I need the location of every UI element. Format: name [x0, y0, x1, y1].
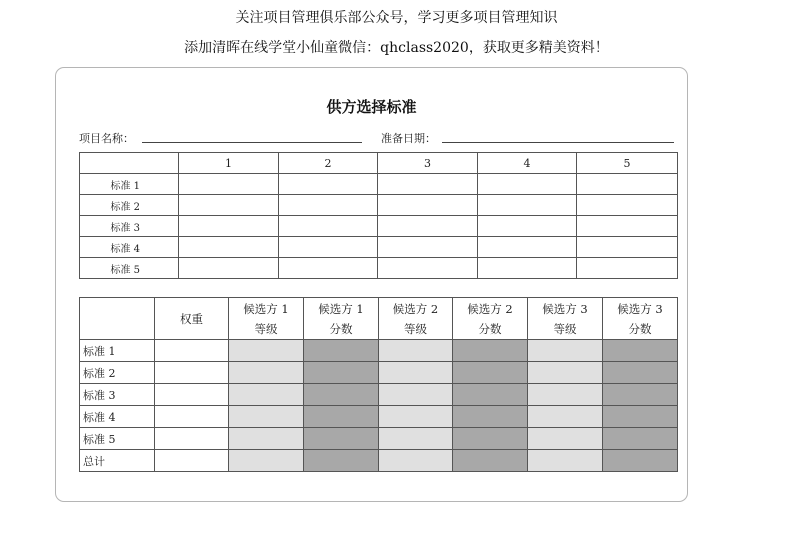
criteria-table: [79, 152, 678, 279]
score-cell[interactable]: [603, 362, 678, 384]
column-header-5: 5: [577, 153, 678, 174]
table-cell[interactable]: [478, 237, 577, 258]
column-header-line: 分数: [478, 321, 502, 336]
table-cell[interactable]: [179, 216, 279, 237]
weight-cell[interactable]: [155, 428, 229, 450]
prep-date-label: 准备日期：: [381, 132, 436, 145]
column-header-line: 候选方 3: [542, 301, 588, 316]
grade-cell[interactable]: [528, 406, 603, 428]
column-header-candidate-2-grade: [379, 298, 453, 340]
score-cell[interactable]: [603, 428, 678, 450]
score-cell[interactable]: [603, 340, 678, 362]
score-cell[interactable]: [304, 340, 379, 362]
table-cell[interactable]: [478, 258, 577, 279]
row-label: 总计: [80, 450, 155, 472]
table-cell[interactable]: [279, 195, 378, 216]
table-cell[interactable]: [378, 195, 478, 216]
column-header-candidate-3-score: [603, 298, 678, 340]
table-cell[interactable]: [179, 195, 279, 216]
grade-cell[interactable]: [229, 384, 304, 406]
prep-date-field[interactable]: [442, 142, 674, 143]
row-label: 标准 5: [80, 258, 179, 279]
row-label: 标准 1: [80, 174, 179, 195]
grade-cell[interactable]: [379, 450, 453, 472]
grade-cell[interactable]: [379, 384, 453, 406]
row-label: 标准 2: [80, 362, 155, 384]
grade-cell[interactable]: [528, 428, 603, 450]
weight-cell[interactable]: [155, 450, 229, 472]
table-row: [80, 362, 678, 384]
score-cell[interactable]: [453, 340, 528, 362]
table-cell[interactable]: [378, 258, 478, 279]
header-line-2: 添加清晖在线学堂小仙童微信：qhclass2020，获取更多精美资料！: [184, 40, 609, 56]
table-cell[interactable]: [279, 174, 378, 195]
table-row: [80, 216, 678, 237]
scoring-table: [79, 297, 678, 472]
column-header-line: 分数: [628, 321, 652, 336]
column-header-1: 1: [179, 153, 279, 174]
column-header-line: 等级: [553, 321, 577, 336]
grade-cell[interactable]: [528, 362, 603, 384]
table-cell[interactable]: [179, 258, 279, 279]
table-cell[interactable]: [279, 216, 378, 237]
table-cell[interactable]: [577, 195, 678, 216]
project-name-field[interactable]: [142, 142, 362, 143]
grade-cell[interactable]: [229, 406, 304, 428]
weight-cell[interactable]: [155, 384, 229, 406]
score-cell[interactable]: [453, 406, 528, 428]
score-cell[interactable]: [603, 450, 678, 472]
table-row: [80, 384, 678, 406]
project-name-label: 项目名称：: [79, 132, 134, 145]
column-header-candidate-1-score: [304, 298, 379, 340]
grade-cell[interactable]: [379, 428, 453, 450]
table-row: [80, 340, 678, 362]
grade-cell[interactable]: [229, 340, 304, 362]
header-blank-cell: [80, 298, 155, 340]
row-label: 标准 4: [80, 237, 179, 258]
column-header-2: 2: [279, 153, 378, 174]
row-label: 标准 4: [80, 406, 155, 428]
grade-cell[interactable]: [528, 384, 603, 406]
column-header-3: 3: [378, 153, 478, 174]
score-cell[interactable]: [603, 406, 678, 428]
form-title: 供方选择标准: [326, 98, 417, 116]
table-row: [80, 450, 678, 472]
table-row: [80, 428, 678, 450]
column-header-line: 候选方 3: [617, 301, 663, 316]
row-label: 标准 2: [80, 195, 179, 216]
score-cell[interactable]: [453, 362, 528, 384]
column-header-candidate-2-score: [453, 298, 528, 340]
score-cell[interactable]: [453, 450, 528, 472]
table-cell[interactable]: [478, 216, 577, 237]
score-cell[interactable]: [304, 450, 379, 472]
column-header-weight: [155, 298, 229, 340]
score-cell[interactable]: [304, 406, 379, 428]
table-cell[interactable]: [179, 237, 279, 258]
column-header-candidate-1-grade: [229, 298, 304, 340]
table-cell[interactable]: [577, 258, 678, 279]
weight-cell[interactable]: [155, 340, 229, 362]
column-header-candidate-3-grade: [528, 298, 603, 340]
column-header-line: 候选方 2: [467, 301, 513, 316]
table-cell[interactable]: [378, 237, 478, 258]
grade-cell[interactable]: [229, 362, 304, 384]
score-cell[interactable]: [304, 362, 379, 384]
weight-cell[interactable]: [155, 362, 229, 384]
score-cell[interactable]: [453, 384, 528, 406]
column-header-line: 候选方 2: [392, 301, 439, 316]
row-label: 标准 3: [80, 384, 155, 406]
column-header-line: 等级: [404, 321, 427, 336]
column-header-4: 4: [478, 153, 577, 174]
table-row: [80, 195, 678, 216]
table-cell[interactable]: [279, 258, 378, 279]
grade-cell[interactable]: [379, 362, 453, 384]
table-cell[interactable]: [577, 237, 678, 258]
table-row: [80, 174, 678, 195]
table-header-row: [80, 298, 678, 340]
table-row: [80, 237, 678, 258]
grade-cell[interactable]: [379, 406, 453, 428]
table-row: [80, 406, 678, 428]
column-header-line: 候选方 1: [243, 301, 289, 316]
column-header-line: 权重: [180, 311, 203, 326]
row-label: 标准 1: [80, 340, 155, 362]
table-cell[interactable]: [279, 237, 378, 258]
score-cell[interactable]: [304, 428, 379, 450]
grade-cell[interactable]: [528, 450, 603, 472]
row-label: 标准 5: [80, 428, 155, 450]
grade-cell[interactable]: [229, 428, 304, 450]
column-header-line: 等级: [254, 321, 278, 336]
table-header-row: [80, 153, 678, 174]
row-label: 标准 3: [80, 216, 179, 237]
table-cell[interactable]: [577, 174, 678, 195]
grade-cell[interactable]: [528, 340, 603, 362]
column-header-line: 分数: [329, 321, 353, 336]
grade-cell[interactable]: [379, 340, 453, 362]
form-card: [55, 67, 688, 502]
weight-cell[interactable]: [155, 406, 229, 428]
score-cell[interactable]: [304, 384, 379, 406]
table-cell[interactable]: [378, 174, 478, 195]
header-blank-cell: [80, 153, 179, 174]
grade-cell[interactable]: [229, 450, 304, 472]
table-cell[interactable]: [577, 216, 678, 237]
column-header-line: 候选方 1: [318, 301, 364, 316]
table-cell[interactable]: [378, 216, 478, 237]
score-cell[interactable]: [603, 384, 678, 406]
header-line-1: 关注项目管理俱乐部公众号，学习更多项目管理知识: [235, 10, 558, 26]
score-cell[interactable]: [453, 428, 528, 450]
table-cell[interactable]: [179, 174, 279, 195]
table-cell[interactable]: [478, 174, 577, 195]
table-cell[interactable]: [478, 195, 577, 216]
table-row: [80, 258, 678, 279]
